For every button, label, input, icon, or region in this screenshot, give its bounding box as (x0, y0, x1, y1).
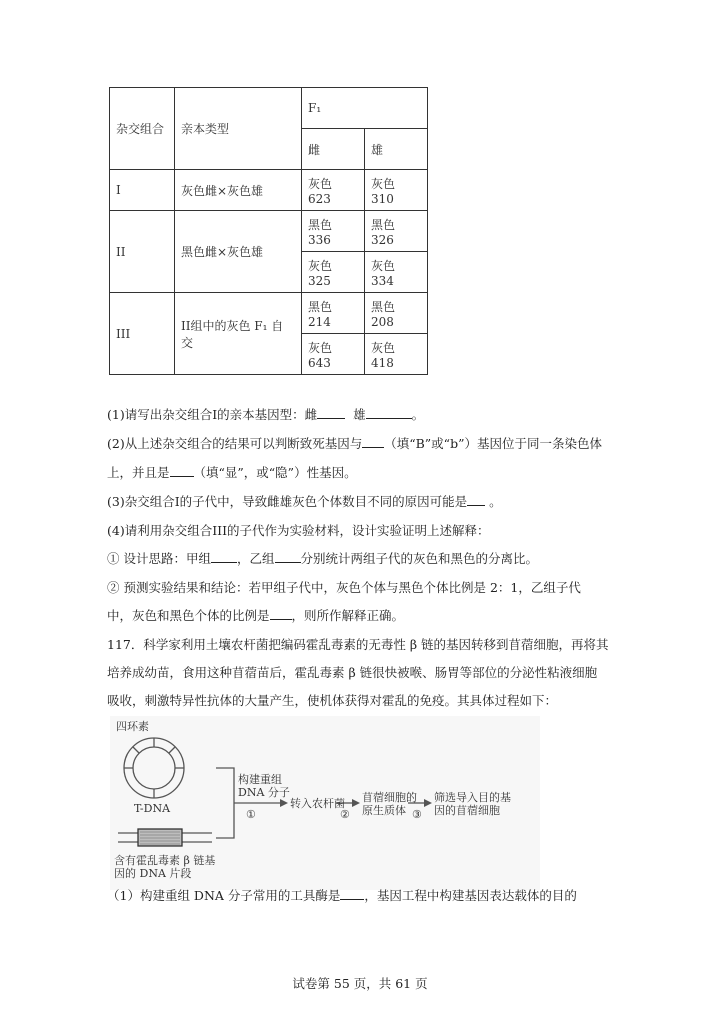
fragment-label-line-1: 含有霍乱毒素 β 链基 (114, 854, 216, 867)
problem-117-line-1: 117．科学家利用土壤农杆菌把编码霍乱毒素的无毒性 β 链的基因转移到苜蓿细胞，再将其 (107, 637, 609, 652)
answer-blank (275, 549, 301, 563)
step-1-label-line-2: DNA 分子 (238, 786, 290, 799)
row-2-combo: II (110, 211, 175, 293)
fragment-label-line-2: 因的 DNA 片段 (114, 867, 192, 880)
page-footer: 试卷第 55 页，共 61 页 (292, 976, 428, 991)
step-4-label-line-2: 因的苜蓿细胞 (434, 804, 500, 817)
row-3-parent: II组中的灰色 F₁ 自交 (175, 293, 302, 375)
header-parent: 亲本类型 (175, 88, 302, 170)
arrow-step-3 (424, 799, 432, 807)
gene-transfer-figure (110, 716, 540, 890)
row-1-male: 灰色 310 (365, 170, 428, 211)
step-number-1: ① (246, 808, 256, 821)
row-3-female-black: 黑色 214 (302, 293, 365, 334)
row-1-female: 灰色 623 (302, 170, 365, 211)
question-2: (2)从上述杂交组合的结果可以判断致死基因与 （填“B”或“b”）基因位于同一条染色体 (107, 436, 602, 451)
question-4-design: ① 设计思路：甲组 ，乙组 分别统计两组子代的灰色和黑色的分离比。 (107, 551, 539, 566)
answer-blank (366, 405, 412, 419)
answer-blank (317, 405, 345, 419)
row-2-male-black: 黑色 326 (365, 211, 428, 252)
header-f1: F₁ (302, 88, 428, 129)
row-1-parent: 灰色雌×灰色雄 (175, 170, 302, 211)
row-3-combo: III (110, 293, 175, 375)
question-1: (1)请写出杂交组合I的亲本基因型：雌 雄 。 (107, 407, 425, 422)
step-1-label-line-1: 构建重组 (238, 773, 282, 786)
t-dna-label: T-DNA (134, 802, 171, 815)
answer-blank (340, 886, 364, 900)
answer-blank (467, 492, 485, 506)
answer-blank (362, 434, 384, 448)
header-combo: 杂交组合 (110, 88, 175, 170)
step-number-2: ② (340, 808, 350, 821)
row-3-male-black: 黑色 208 (365, 293, 428, 334)
cross-results-table (109, 87, 428, 375)
question-3: (3)杂交组合I的子代中，导致雌雄灰色个体数目不同的原因可能是 。 (107, 494, 502, 509)
step-3-label-line-1: 苜蓿细胞的 (362, 791, 417, 804)
arrow-step-2 (352, 799, 360, 807)
question-4: (4)请利用杂交组合III的子代作为实验材料，设计实验证明上述解释： (107, 523, 490, 538)
arrow-step-1 (280, 799, 288, 807)
row-3-male-gray: 灰色 418 (365, 334, 428, 375)
step-number-3: ③ (412, 808, 422, 821)
row-2-parent: 黑色雌×灰色雄 (175, 211, 302, 293)
row-3-female-gray: 灰色 643 (302, 334, 365, 375)
problem-117-question-1: （1）构建重组 DNA 分子常用的工具酶是 ，基因工程中构建基因表达载体的目的 (107, 888, 577, 903)
row-2-female-gray: 灰色 325 (302, 252, 365, 293)
row-1-combo: I (110, 170, 175, 211)
answer-blank (170, 463, 194, 477)
problem-117-line-2: 培养成幼苗，食用这种苜蓿苗后，霍乱毒素 β 链很快被喉、肠胃等部位的分泌性粘液细胞 (107, 665, 598, 680)
tetracycline-gene-label: 四环素 (116, 720, 149, 733)
step-3-label-line-2: 原生质体 (362, 804, 406, 817)
answer-blank (211, 549, 237, 563)
step-2-label: 转入农杆菌 (290, 797, 345, 810)
question-2-cont: 上，并且是 （填“显”，或“隐”）性基因。 (107, 465, 357, 480)
question-4-predict: ② 预测实验结果和结论：若甲组子代中，灰色个体与黑色个体比例是 2：1，乙组子代 (107, 580, 581, 595)
header-female: 雌 (302, 129, 365, 170)
row-2-female-black: 黑色 336 (302, 211, 365, 252)
problem-117-line-3: 吸收，刺激特异性抗体的大量产生，使机体获得对霍乱的免疫。其具体过程如下： (107, 693, 558, 708)
cholera-toxin-gene-segment (138, 829, 182, 846)
step-4-label-line-1: 筛选导入目的基 (434, 791, 511, 804)
plasmid-inner-ring (133, 747, 175, 789)
header-male: 雄 (365, 129, 428, 170)
question-4-predict-cont: 中，灰色和黑色个体的比例是 ，则所作解释正确。 (107, 608, 405, 623)
row-2-male-gray: 灰色 334 (365, 252, 428, 293)
merge-bracket (216, 768, 234, 838)
answer-blank (270, 606, 292, 620)
